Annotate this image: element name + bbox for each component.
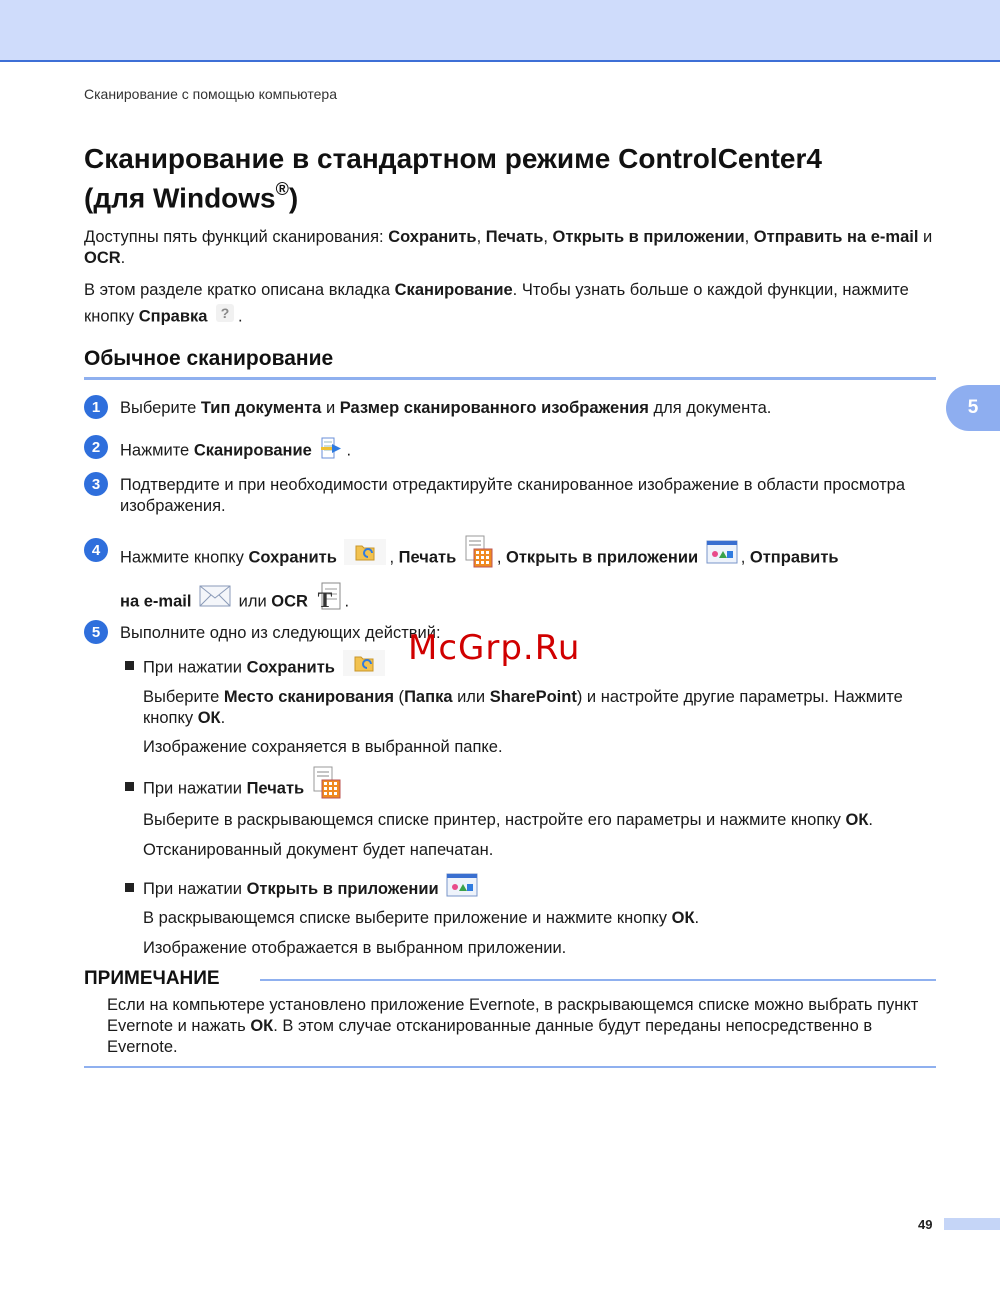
section-rule [84, 377, 936, 380]
option-print-result: Отсканированный документ будет напечатан. [143, 841, 494, 859]
step-number: 1 [84, 395, 108, 419]
open-app-icon [446, 872, 478, 907]
bullet-square [125, 661, 134, 670]
print-icon [312, 766, 342, 812]
page-number: 49 [918, 1217, 933, 1232]
scan-icon [319, 436, 343, 466]
option-save: При нажатии Сохранить [125, 650, 935, 686]
step-number: 3 [84, 472, 108, 496]
step-4-text: Нажмите кнопку Сохранить , Печать , Открыть в приложении , Отправить на e-mail или OCR T . [120, 535, 940, 623]
svg-text:?: ? [220, 305, 230, 321]
save-folder-icon [343, 650, 385, 686]
title-line-1: Сканирование в стандартном режиме ControlCenter4 [84, 143, 822, 174]
option-open-app-desc: В раскрывающемся списке выберите приложение и нажмите кнопку ОК. [143, 909, 700, 927]
option-open-app-result: Изображение отображается в выбранном приложении. [143, 939, 567, 957]
note-body: Если на компьютере установлено приложение Evernote, в раскрывающемся списке можно выбрать пункт Evernote и нажать ОК. В этом случае отсканированные данные будут переданы непосредственно в Evernote. [107, 996, 919, 1056]
ocr-icon [316, 581, 342, 623]
option-open-app: При нажатии Открыть в приложении [125, 872, 935, 907]
svg-text:T: T [317, 587, 332, 611]
email-icon [199, 584, 231, 620]
step-3-text: Подтвердите и при необходимости отредактируйте сканированное изображение в области просмотра изображения. [120, 476, 905, 515]
title-line-2: (для Windows®) [84, 179, 299, 214]
note-bottom-rule [84, 1066, 936, 1068]
note-rule [260, 979, 936, 981]
bullet-square [125, 883, 134, 892]
option-print: При нажатии Печать [125, 766, 935, 812]
note-title: ПРИМЕЧАНИЕ [84, 968, 220, 989]
top-band [0, 0, 1000, 62]
chapter-tab: 5 [946, 385, 1000, 431]
intro-paragraph-1: Доступны пять функций сканирования: Сохранить, Печать, Открыть в приложении, Отправить на e-mail и OCR. [84, 228, 933, 267]
step-number: 2 [84, 435, 108, 459]
bullet-square [125, 782, 134, 791]
step-number: 5 [84, 620, 108, 644]
watermark: McGrp.Ru [408, 628, 581, 668]
option-save-result: Изображение сохраняется в выбранной папке. [143, 738, 503, 756]
open-app-icon [706, 539, 738, 577]
page-bar [944, 1218, 1000, 1230]
help-icon [215, 303, 235, 331]
breadcrumb: Сканирование с помощью компьютера [84, 86, 337, 102]
print-icon [464, 535, 494, 581]
page-title [84, 142, 944, 214]
step-2-text: Нажмите Сканирование . [120, 436, 940, 466]
step-number: 4 [84, 538, 108, 562]
save-folder-icon [344, 539, 386, 577]
option-print-desc: Выберите в раскрывающемся списке принтер, настройте его параметры и нажмите кнопку ОК. [143, 811, 874, 829]
step-1-text: Выберите Тип документа и Размер сканированного изображения для документа. [120, 399, 772, 417]
section-title: Обычное сканирование [84, 347, 334, 370]
intro-paragraph-2: В этом разделе кратко описана вкладка Сканирование. Чтобы узнать больше о каждой функции, нажмите кнопку Справка ? . [84, 278, 944, 331]
step-5-text: Выполните одно из следующих действий: [120, 624, 441, 642]
option-save-desc: Выберите Место сканирования (Папка или SharePoint) и настройте другие параметры. Нажмите кнопку ОК. [143, 688, 903, 727]
